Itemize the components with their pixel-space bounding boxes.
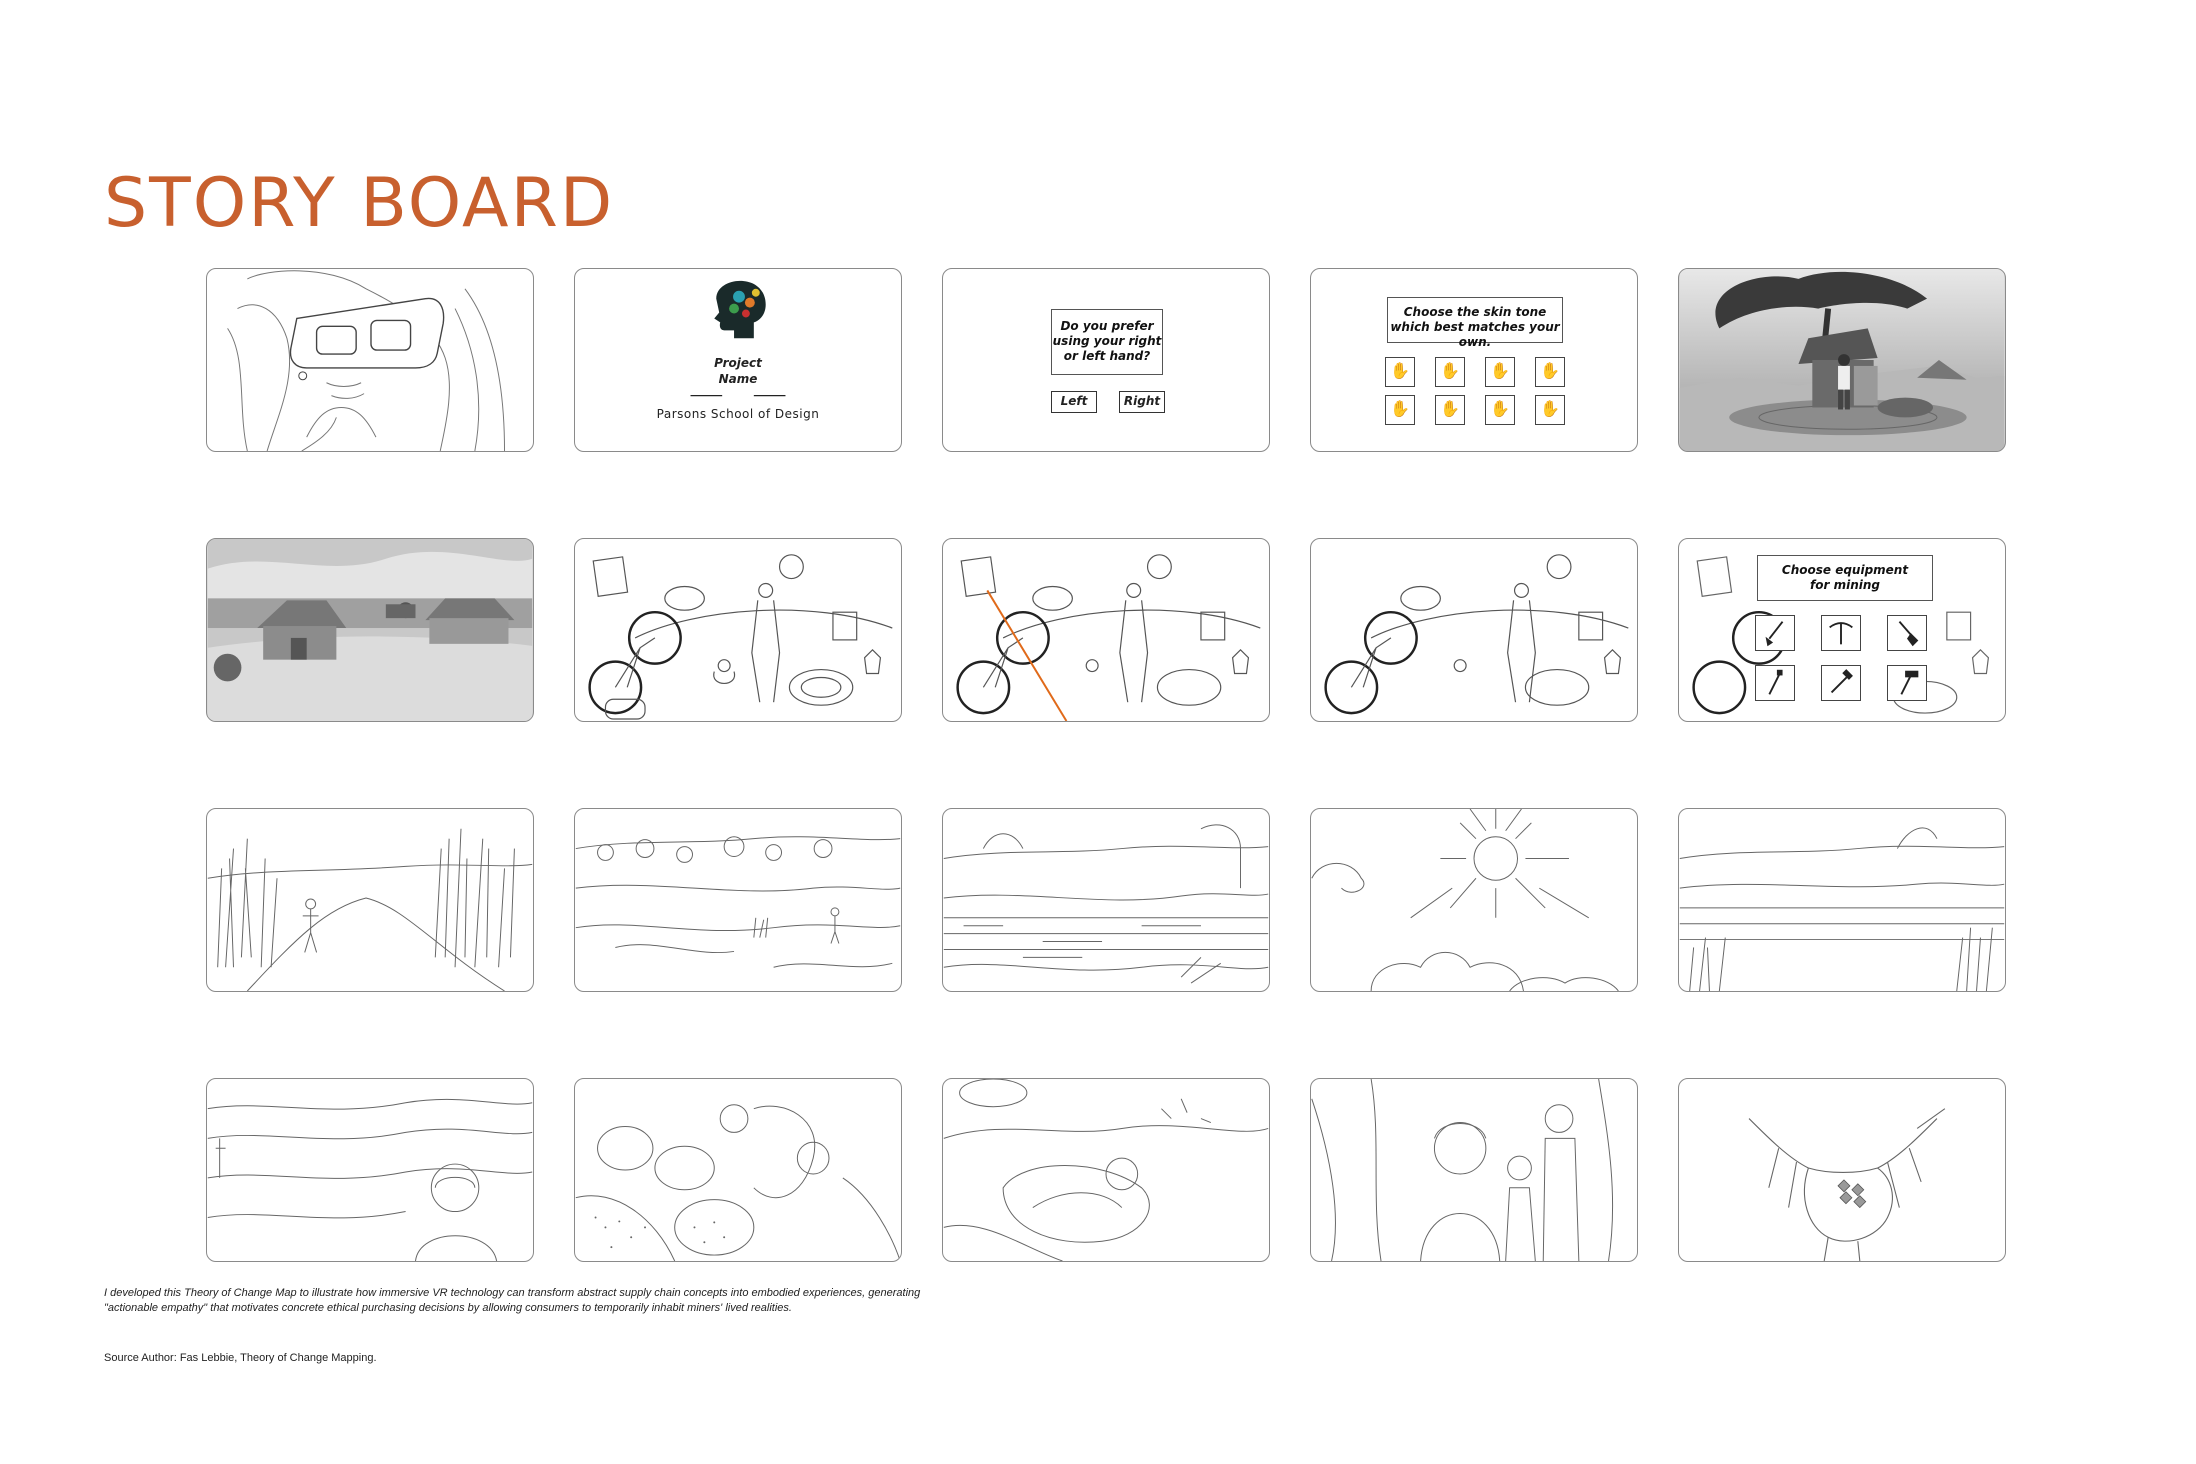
skin-tone-option-4[interactable]: ✋ (1535, 357, 1565, 387)
frame-1-vr-headset-user (206, 268, 534, 452)
hammer-icon (1822, 666, 1860, 700)
tool-option-shovel[interactable] (1755, 615, 1795, 651)
frame-4-skin-tone (1310, 268, 1638, 452)
crowd-sketch (1311, 1079, 1637, 1261)
project-name-line1: Project (714, 356, 762, 370)
hut-landscape-render (1679, 269, 2005, 451)
sun-sketch (1311, 809, 1637, 991)
frame-14-sun-clouds (1310, 808, 1638, 992)
frame-11-path-tall-grass (206, 808, 534, 992)
frame-2-title-card (574, 268, 902, 452)
frame-18-digging-pit (942, 1078, 1270, 1262)
skin-tone-prompt: Choose the skin tone which best matches your own. (1387, 297, 1563, 343)
frame-17-panning-gold (574, 1078, 902, 1262)
vr-user-sketch (207, 269, 533, 451)
tool-option-mallet[interactable] (1887, 665, 1927, 701)
chisel-icon (1756, 666, 1794, 700)
frame-19-crowd-miners (1310, 1078, 1638, 1262)
tool-option-spade[interactable] (1887, 615, 1927, 651)
spade-icon (1888, 616, 1926, 650)
frame-6-village (206, 538, 534, 722)
skin-tone-option-1[interactable]: ✋ (1385, 357, 1415, 387)
tool-option-chisel[interactable] (1755, 665, 1795, 701)
marsh-sketch (1679, 809, 2005, 991)
inventory-sketch-2 (1311, 539, 1637, 721)
project-name-line2: Name (718, 372, 758, 386)
right-hand-button[interactable]: Right (1119, 391, 1165, 413)
school-name: Parsons School of Design (656, 407, 820, 421)
frame-20-gems-in-hand (1678, 1078, 2006, 1262)
inventory-sketch (575, 539, 901, 721)
frame-15-marsh-landscape (1678, 808, 2006, 992)
frame-13-river-landscape (942, 808, 1270, 992)
page-title: STORY BOARD (104, 164, 615, 243)
digging-sketch (943, 1079, 1269, 1261)
tool-option-pickaxe[interactable] (1821, 615, 1861, 651)
river-sketch (943, 809, 1269, 991)
skin-tone-option-6[interactable]: ✋ (1435, 395, 1465, 425)
panning-sketch (575, 1079, 901, 1261)
tool-option-hammer[interactable] (1821, 665, 1861, 701)
left-hand-button[interactable]: Left (1051, 391, 1097, 413)
pickaxe-icon (1822, 616, 1860, 650)
inventory-pointer-sketch (943, 539, 1269, 721)
frame-5-hut-avatar (1678, 268, 2006, 452)
skin-tone-option-2[interactable]: ✋ (1435, 357, 1465, 387)
skin-tone-option-7[interactable]: ✋ (1485, 395, 1515, 425)
equipment-prompt-line1: Choose equipment (1781, 563, 1909, 577)
frame-3-hand-preference (942, 268, 1270, 452)
landscape-sketch (575, 809, 901, 991)
mallet-icon (1888, 666, 1926, 700)
hand-preference-prompt: Do you prefer using your right or left hand? (1051, 309, 1163, 375)
frame-10-equipment-choice (1678, 538, 2006, 722)
equipment-prompt-line2: for mining (1810, 578, 1880, 592)
storyboard-caption: I developed this Theory of Change Map to illustrate how immersive VR technology can transform abstract supply chain concepts into embodied experiences, generating "actionable empathy" that motivates concrete ethical purchasing decisions by allowing consumers to temporarily inhabit miners' lived realities. (104, 1287, 921, 1314)
frame-9-inventory-scene (1310, 538, 1638, 722)
source-attribution: Source Author: Fas Lebbie, Theory of Change Mapping. (104, 1352, 377, 1364)
frame-12-landscape-walk (574, 808, 902, 992)
frame-8-inventory-pointer (942, 538, 1270, 722)
skin-tone-option-5[interactable]: ✋ (1385, 395, 1415, 425)
equipment-prompt (1757, 555, 1933, 601)
miner-view-sketch (207, 1079, 533, 1261)
skin-tone-option-3[interactable]: ✋ (1485, 357, 1515, 387)
grass-path-sketch (207, 809, 533, 991)
hand-with-gems-sketch (1679, 1079, 2005, 1261)
village-render (207, 539, 533, 721)
skin-tone-option-8[interactable]: ✋ (1535, 395, 1565, 425)
frame-16-miner-view (206, 1078, 534, 1262)
frame-7-inventory-scene (574, 538, 902, 722)
shovel-icon (1756, 616, 1794, 650)
